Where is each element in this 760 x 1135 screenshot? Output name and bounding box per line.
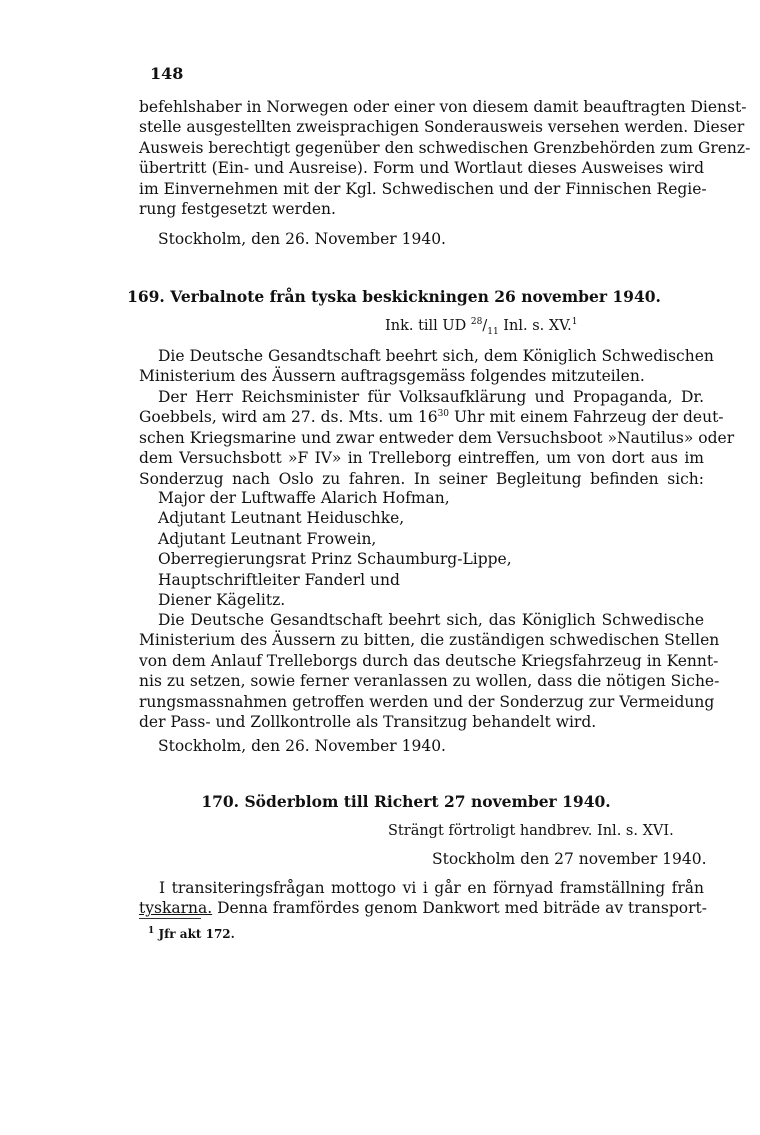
date-line-1: Stockholm, den 26. November 1940. — [158, 230, 446, 248]
text-line: stelle ausgestellten zweisprachigen Sonderausweis versehen werden. Dieser — [139, 118, 745, 137]
text-line: befehlshaber in Norwegen oder einer von diesem damit beauftragten Dienst- — [139, 98, 747, 116]
companion-item: Major der Luftwaffe Alarich Hofman, — [158, 489, 450, 507]
companion-item: Oberregierungsrat Prinz Schaumburg-Lippe, — [158, 550, 512, 569]
text-line — [139, 407, 724, 427]
page-number: 148 — [150, 64, 184, 83]
time-superscript: 30 — [437, 409, 450, 420]
text-line: Die Deutsche Gesandtschaft beehrt sich, dem Königlich Schwedischen — [158, 347, 714, 365]
doc169-ref-suffix: Inl. s. XV. — [503, 318, 572, 334]
doc170-place-date: Stockholm den 27 november 1940. — [432, 850, 707, 868]
text-line: nis zu setzen, sowie ferner veranlassen zu wollen, dass die nötigen Siche- — [139, 672, 720, 691]
intro-paragraph — [139, 97, 751, 219]
text-segment: Denna framfördes genom Dankwort med biträde av transport- — [212, 899, 707, 918]
doc169-reference: Ink. till UD $^{28}/_{11}$ Inl. s. XV.$^1$ — [385, 317, 578, 337]
doc170-paragraph — [139, 878, 707, 919]
text-line: Ministerium des Äussern auftragsgemäss folgendes mitzuteilen. — [139, 367, 645, 386]
companion-item: Adjutant Leutnant Frowein, — [158, 529, 377, 548]
footnote-marker: 1 — [148, 926, 155, 936]
text-line: I transiteringsfrågan mottogo vi i går en förnyad framställning från — [159, 879, 704, 897]
doc169-ref-month: 11 — [487, 326, 499, 337]
text-line: übertritt (Ein- und Ausreise). Form und Wortlaut dieses Ausweises wird — [139, 159, 704, 178]
text-line: rung festgesetzt werden. — [139, 200, 336, 219]
doc169-paragraph-3 — [139, 610, 720, 732]
companion-list — [139, 488, 704, 610]
text-line: der Pass- und Zollkontrolle als Transitzug behandelt wird. — [139, 713, 597, 732]
companion-item: Adjutant Leutnant Heiduschke, — [158, 509, 405, 528]
footnote — [148, 927, 235, 941]
companion-item: Diener Kägelitz. — [158, 591, 286, 610]
doc169-ref-day: 28 — [470, 317, 483, 328]
text-line: im Einvernehmen mit der Kgl. Schwedischen und der Finnischen Regie- — [139, 179, 707, 198]
doc169-paragraph-1 — [139, 346, 714, 387]
footnote-text: Jfr akt 172. — [158, 927, 235, 941]
doc169-date: Stockholm, den 26. November 1940. — [158, 737, 446, 755]
text-line: Der Herr Reichsminister für Volksaufklärung und Propaganda, Dr. — [158, 388, 704, 406]
doc170-reference: Strängt förtroligt handbrev. Inl. s. XVI. — [388, 823, 674, 839]
text-line — [139, 898, 707, 918]
text-line: Ministerium des Äussern zu bitten, die zuständigen schwedischen Stellen — [139, 631, 720, 650]
doc169-ref-prefix: Ink. till UD — [385, 318, 467, 334]
footnote-divider — [139, 918, 201, 919]
text-line: rungsmassnahmen getroffen werden und der Sonderzug zur Vermeidung — [139, 692, 715, 711]
text-line: dem Versuchsbott »F IV» in Trelleborg eintreffen, um von dort aus im — [139, 449, 704, 468]
doc169-heading: 169. Verbalnote från tyska beskickningen 26 november 1940. — [127, 287, 661, 306]
companion-item: Hauptschriftleiter Fanderl und — [158, 570, 400, 589]
text-line: Sonderzug nach Oslo zu fahren. In seiner Begleitung befinden sich: — [139, 469, 704, 488]
footnote-marker-ref: 1 — [571, 317, 578, 328]
doc169-paragraph-2 — [139, 387, 735, 489]
text-segment: Goebbels, wird am 27. ds. Mts. um 16 — [139, 408, 438, 427]
underlined-word: tyskarna. — [139, 899, 213, 918]
text-line: von dem Anlauf Trelleborgs durch das deutsche Kriegsfahrzeug in Kennt- — [139, 651, 719, 670]
text-segment: Uhr mit einem Fahrzeug der deut- — [449, 408, 724, 427]
text-line: Die Deutsche Gesandtschaft beehrt sich, das Königlich Schwedische — [158, 611, 704, 629]
text-line: schen Kriegsmarine und zwar entweder dem Versuchsboot »Nautilus» oder — [139, 428, 735, 447]
doc170-heading: 170. Söderblom till Richert 27 november 1940. — [201, 792, 611, 811]
text-line: Ausweis berechtigt gegenüber den schwedischen Grenzbehörden zum Grenz- — [139, 138, 751, 157]
